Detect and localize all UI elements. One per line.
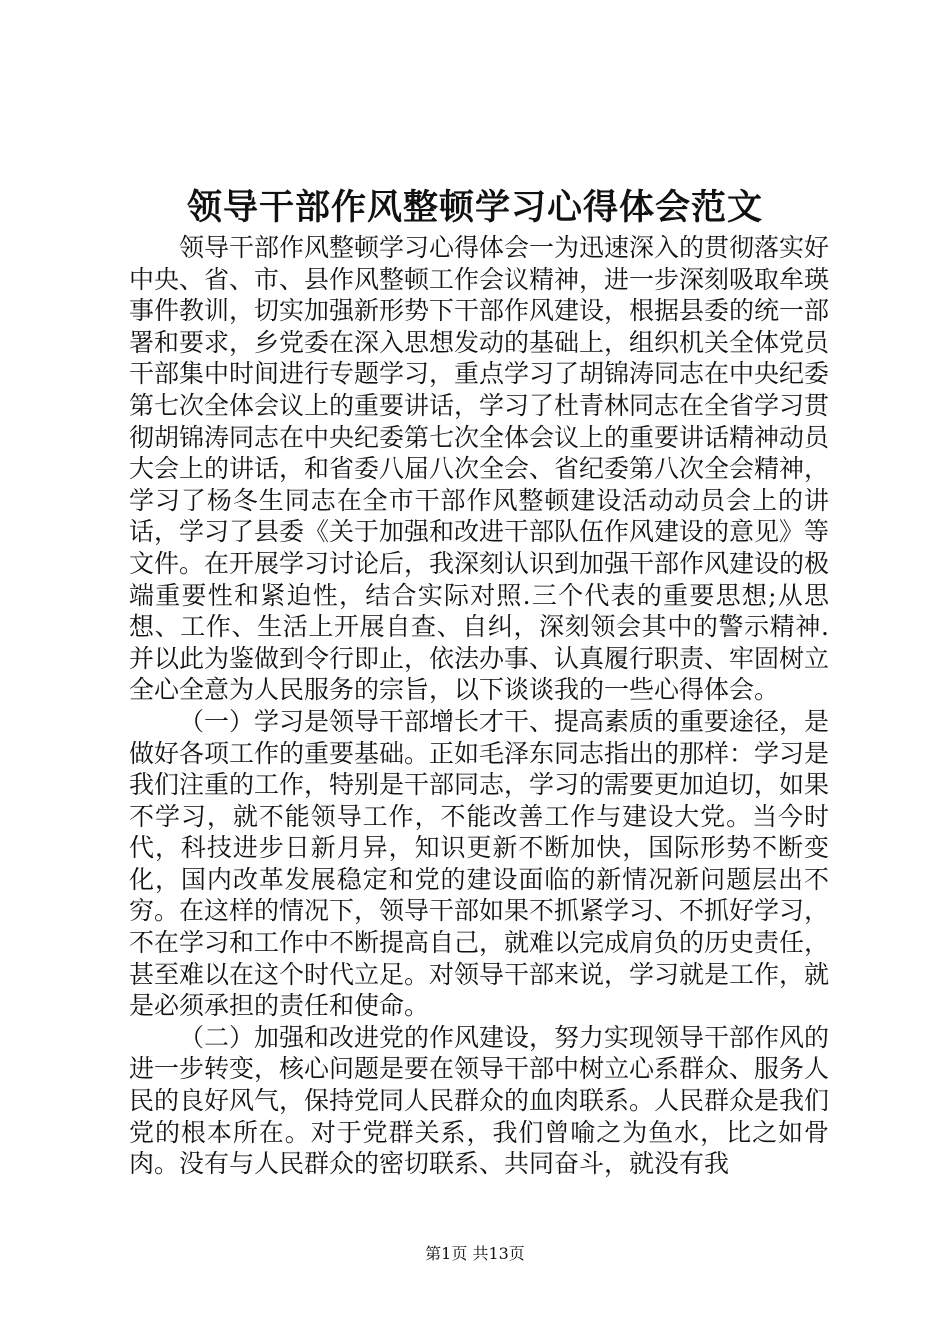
document-title: 领导干部作风整顿学习心得体会范文: [186, 187, 763, 228]
page-footer: [0, 1243, 950, 1265]
page-number-label: 第1页 共13页: [425, 1244, 525, 1263]
paragraph-intro: 领导干部作风整顿学习心得体会一为迅速深入的贯彻落实好中央、省、市、县作风整顿工作会议精神，进一步深刻吸取牟瑛事件教训，切实加强新形势下干部作风建设，根据县委的统一部署和要求，乡党委在深入思想发动的基础上，组织机关全体党员干部集中时间进行专题学习，重点学习了胡锦涛同志在中央纪委第七次全体会议上的重要讲话，学习了杜青林同志在全省学习贯彻胡锦涛同志在中央纪委第七次全体会议上的重要讲话精神动员大会上的讲话，和省委八届八次全会、省纪委第八次全会精神，学习了杨冬生同志在全市干部作风整顿建设活动动员会上的讲话，学习了县委《关于加强和改进干部队伍作风建设的意见》等文件。在开展学习讨论后，我深刻认识到加强干部作风建设的极端重要性和紧迫性，结合实际对照.三个代表的重要思想;从思想、工作、生活上开展自查、自纠，深刻领会其中的警示精神.并以此为鉴做到令行即止，依法办事、认真履行职责、牢固树立全心全意为人民服务的宗旨，以下谈谈我的一些心得体会。: [129, 233, 830, 705]
paragraph-section-1: （一）学习是领导干部增长才干、提高素质的重要途径，是做好各项工作的重要基础。正如毛泽东同志指出的那样：学习是我们注重的工作，特别是干部同志，学习的需要更加迫切，如果不学习，就不能领导工作，不能改善工作与建设大党。当今时代，科技进步日新月异，知识更新不断加快，国际形势不断变化，国内改革发展稳定和党的建设面临的新情况新问题层出不穷。在这样的情况下，领导干部如果不抓紧学习、不抓好学习，不在学习和工作中不断提高自己，就难以完成肩负的历史责任，甚至难以在这个时代立足。对领导干部来说，学习就是工作，就是必须承担的责任和使命。: [129, 706, 830, 1021]
document-body: [129, 232, 829, 1180]
paragraph-section-2: （二）加强和改进党的作风建设，努力实现领导干部作风的进一步转变，核心问题是要在领导干部中树立心系群众、服务人民的良好风气，保持党同人民群众的血肉联系。人民群众是我们党的根本所在。对于党群关系，我们曾喻之为鱼水，比之如骨肉。没有与人民群众的密切联系、共同奋斗，就没有我: [129, 1022, 830, 1179]
